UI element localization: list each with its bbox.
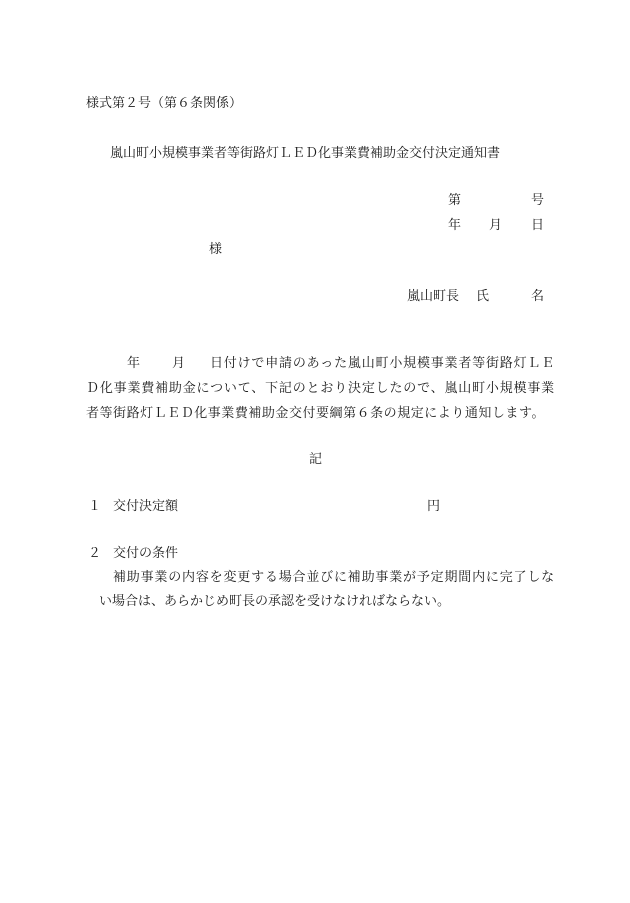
date-nen: 年 [448, 218, 462, 233]
issuer-title: 嵐山町長 [407, 289, 460, 304]
ki-heading: 記 [309, 452, 323, 467]
item2-line1: 補助事業の内容を変更する場合並びに補助事業が予定期間内に完了しな [113, 570, 555, 585]
body-tsuki: 月 [172, 356, 186, 371]
item1-unit: 円 [427, 499, 441, 514]
body-line3: 者等街路灯ＬＥＤ化事業費補助金交付要綱第６条の規定により通知します。 [86, 406, 545, 421]
item2-number: ２ [88, 546, 102, 561]
document-title: 嵐山町小規模事業者等街路灯ＬＥＤ化事業費補助金交付決定通知書 [110, 146, 501, 161]
issuer-shi: 氏 [476, 289, 490, 304]
ref-dai: 第 [448, 193, 462, 208]
item2-line2: い場合は、あらかじめ町長の承認を受けなければならない。 [99, 594, 451, 609]
body-line1: 日付けで申請のあった嵐山町小規模事業者等街路灯ＬＥ [210, 356, 555, 371]
body-line2: Ｄ化事業費補助金について、下記のとおり決定したので、嵐山町小規模事業 [86, 381, 555, 396]
addressee-sama: 様 [209, 242, 223, 257]
issuer-mei: 名 [531, 289, 545, 304]
item1-label: 交付決定額 [113, 499, 179, 514]
body-nen: 年 [127, 356, 141, 371]
item2-label: 交付の条件 [113, 546, 179, 561]
ref-go: 号 [531, 193, 545, 208]
form-label: 様式第２号（第６条関係） [86, 96, 243, 111]
item1-number: １ [88, 499, 102, 514]
date-hi: 日 [531, 218, 545, 233]
date-tsuki: 月 [489, 218, 503, 233]
